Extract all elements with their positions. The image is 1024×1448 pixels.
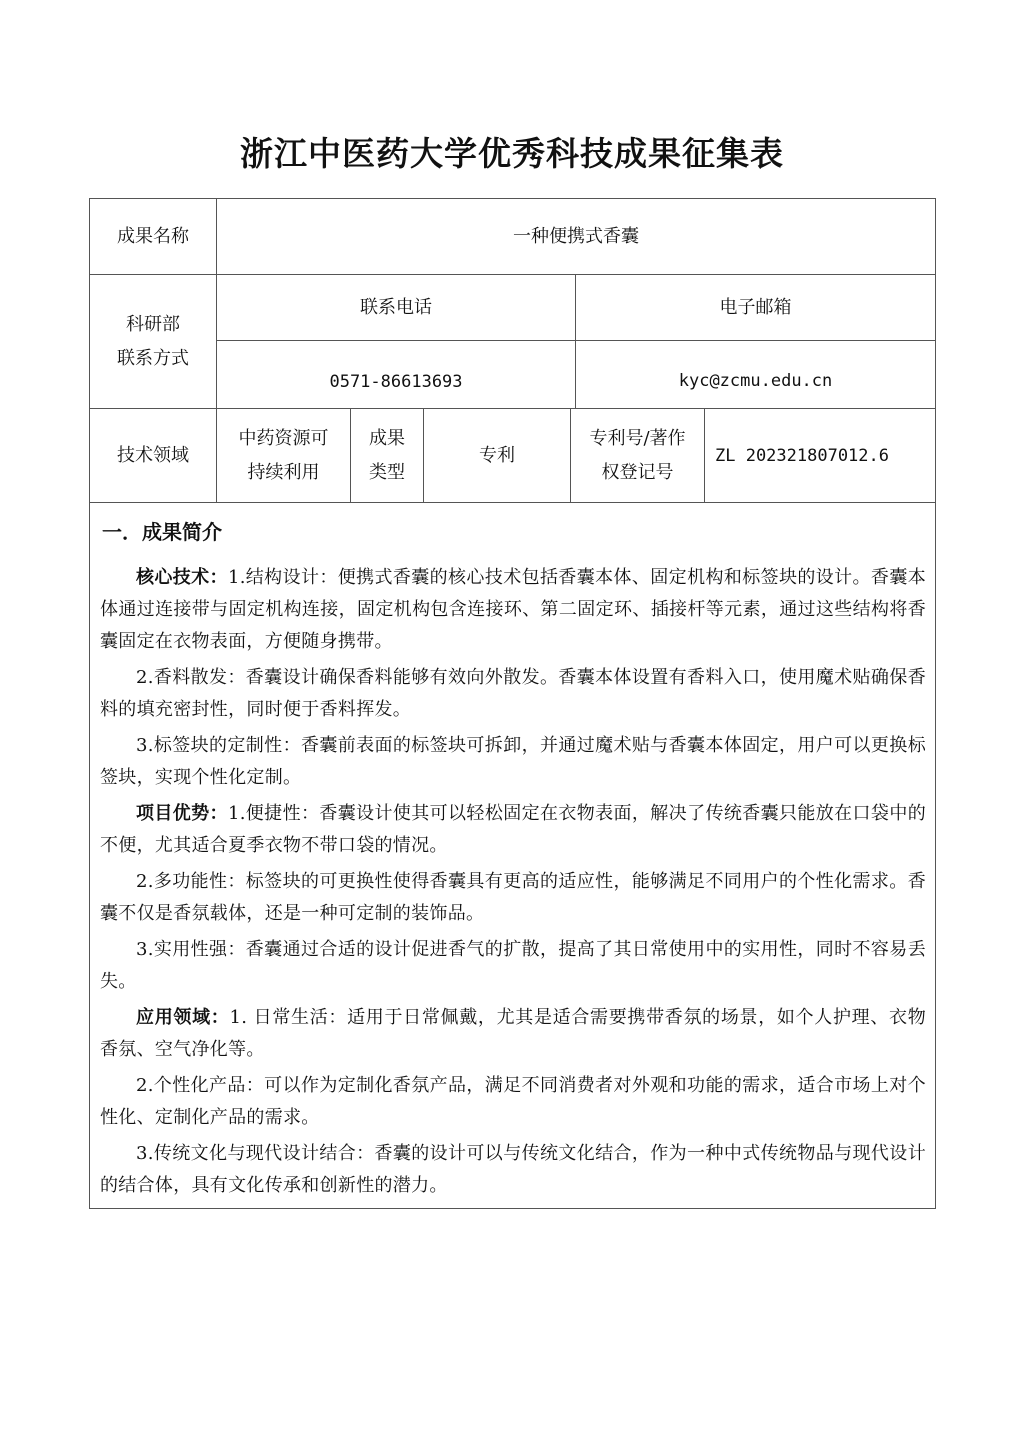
type-label-line1: 成果 xyxy=(369,427,405,449)
paragraph xyxy=(100,1070,926,1134)
paragraph xyxy=(100,798,926,862)
achievement-name-value: 一种便携式香囊 xyxy=(513,225,639,247)
paragraph-text: 3.标签块的定制性：香囊前表面的标签块可拆卸，并通过魔术贴与香囊本体固定，用户可以更换标签块，实现个性化定制。 xyxy=(100,735,926,788)
phone-value: 0571-86613693 xyxy=(329,371,463,392)
summary-body xyxy=(100,562,926,1206)
patent-label xyxy=(571,409,704,502)
page-title: 浙江中医药大学优秀科技成果征集表 xyxy=(240,134,784,173)
paragraph xyxy=(100,662,926,726)
paragraph-text: 2.多功能性：标签块的可更换性使得香囊具有更高的适应性，能够满足不同用户的个性化需求。香囊不仅是香氛载体，还是一种可定制的装饰品。 xyxy=(100,871,926,924)
type-value: 专利 xyxy=(479,444,515,466)
tech-field-value-line1: 中药资源可 xyxy=(238,427,329,449)
patent-label-line1: 专利号/著作 xyxy=(589,427,686,449)
paragraph-text: 3.实用性强：香囊通过合适的设计促进香气的扩散，提高了其日常使用中的实用性，同时不容易丢失。 xyxy=(100,939,926,992)
paragraph-text: 1. 日常生活：适用于日常佩戴，尤其是适合需要携带香氛的场景，如个人护理、衣物香氛、空气净化等。 xyxy=(100,1007,927,1060)
patent-label-line2: 权登记号 xyxy=(601,461,674,483)
patent-value: ZL 202321807012.6 xyxy=(715,445,889,466)
paragraph-lead: 项目优势： xyxy=(136,803,228,824)
contact-label-line2: 联系方式 xyxy=(117,347,189,369)
tech-field-value xyxy=(217,409,350,502)
paragraph-lead: 核心技术： xyxy=(136,567,228,588)
contact-label xyxy=(90,275,216,408)
paragraph-text: 1.便捷性：香囊设计使其可以轻松固定在衣物表面，解决了传统香囊只能放在口袋中的不便，尤其适合夏季衣物不带口袋的情况。 xyxy=(100,803,927,856)
paragraph xyxy=(100,1138,926,1202)
tech-field-label: 技术领域 xyxy=(117,444,189,466)
email-label: 电子邮箱 xyxy=(719,296,792,318)
achievement-name-label: 成果名称 xyxy=(117,225,189,247)
paragraph xyxy=(100,934,926,998)
paragraph-text: 3.传统文化与现代设计结合：香囊的设计可以与传统文化结合，作为一种中式传统物品与现代设计的结合体，具有文化传承和创新性的潜力。 xyxy=(100,1143,926,1196)
paragraph-text: 2.个性化产品：可以作为定制化香氛产品，满足不同消费者对外观和功能的需求，适合市场上对个性化、定制化产品的需求。 xyxy=(100,1075,926,1128)
tech-field-value-line2: 持续利用 xyxy=(247,461,320,483)
paragraph xyxy=(100,866,926,930)
paragraph xyxy=(100,730,926,794)
paragraph xyxy=(100,562,926,658)
paragraph-lead: 应用领域： xyxy=(136,1007,230,1028)
email-value: kyc@zcmu.edu.cn xyxy=(678,370,833,391)
paragraph-text: 2.香料散发：香囊设计确保香料能够有效向外散发。香囊本体设置有香料入口，使用魔术贴确保香料的填充密封性，同时便于香料挥发。 xyxy=(100,667,926,720)
type-label-line2: 类型 xyxy=(369,461,405,483)
section-heading: 一．成果简介 xyxy=(102,520,222,544)
type-label xyxy=(351,409,423,502)
contact-label-line1: 科研部 xyxy=(126,313,180,335)
paragraph xyxy=(100,1002,926,1066)
phone-label: 联系电话 xyxy=(360,296,432,318)
paragraph-text: 1.结构设计：便携式香囊的核心技术包括香囊本体、固定机构和标签块的设计。香囊本体通过连接带与固定机构连接，固定机构包含连接环、第二固定环、插接杆等元素，通过这些结构将香囊固定在衣物表面，方便随身携带。 xyxy=(100,567,927,652)
